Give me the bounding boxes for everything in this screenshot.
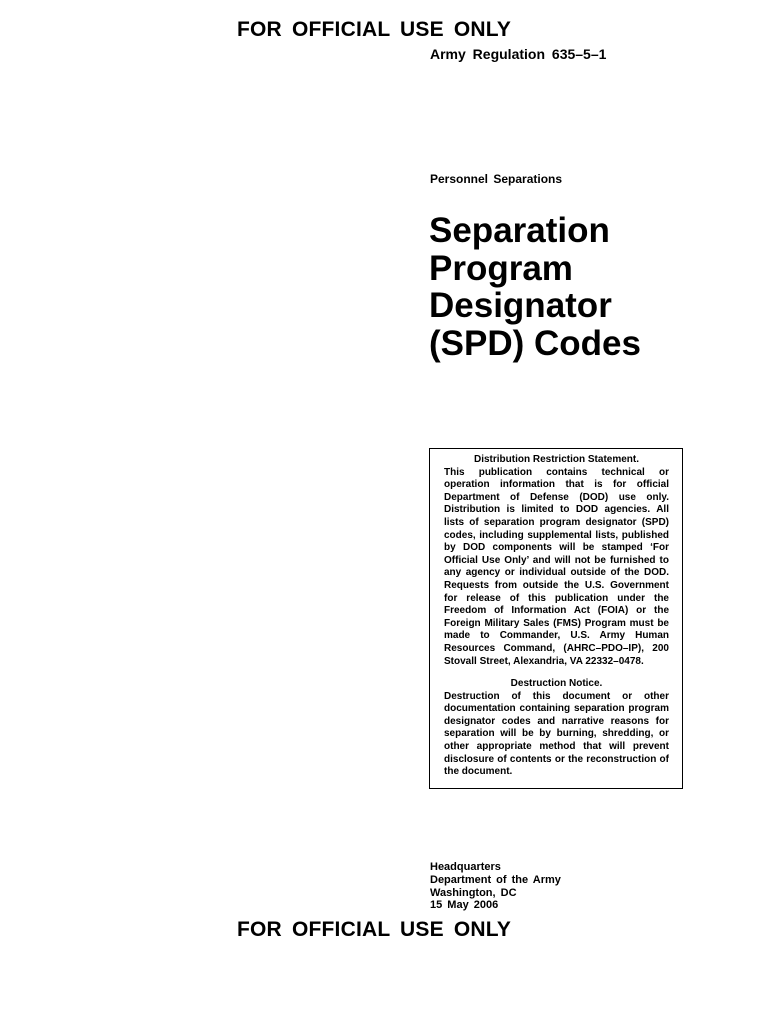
title-line: Designator [429,286,612,325]
security-marking-top: FOR OFFICIAL USE ONLY [237,18,512,41]
title-line: Separation [429,211,610,250]
regulation-number: Army Regulation 635–5–1 [430,46,607,62]
issue-date: 15 May 2006 [430,899,499,912]
security-marking-bottom: FOR OFFICIAL USE ONLY [237,918,512,941]
distribution-heading: Distribution Restriction Statement. [473,454,639,465]
distribution-statement: This publication contains technical or operation information that is for official Department of Defense (DOD) use only. Distribution is limited to DOD agencies. All lists of separation program designator (SPD) codes, including supplemental lists, published by DOD components will be stamped ‘For Official Use Only’ and will not be furnished to any agency or individual outside of the DOD. Requests from outside the U.S. Government for release of this publication under the Freedom of Information Act (FOIA) or the Foreign Military Sales (FMS) Program must be made to Commander, U.S. Army Human Resources Command, (AHRC–PDO–IP), 200 Stovall Street, Alexandria, VA 22332–0478. [444,466,669,667]
destruction-notice: Destruction of this document or other documentation containing separation program designator codes and narrative reasons for separation will be by burning, shredding, or other appropriate method that will prevent disclosure of contents or the reconstruction of the document. [444,690,669,778]
issuer-location: Washington, DC [430,886,517,899]
document-title [429,212,729,362]
publication-category: Personnel Separations [430,172,563,186]
title-line: (SPD) Codes [429,323,641,363]
destruction-heading: Destruction Notice. [510,678,603,690]
issuer-department: Department of the Army [430,873,561,886]
issuing-authority [430,861,561,912]
section-gap [444,668,669,678]
title-line: Program [429,248,573,288]
restriction-notice-box [429,448,683,789]
issuer-headquarters: Headquarters [430,861,501,873]
